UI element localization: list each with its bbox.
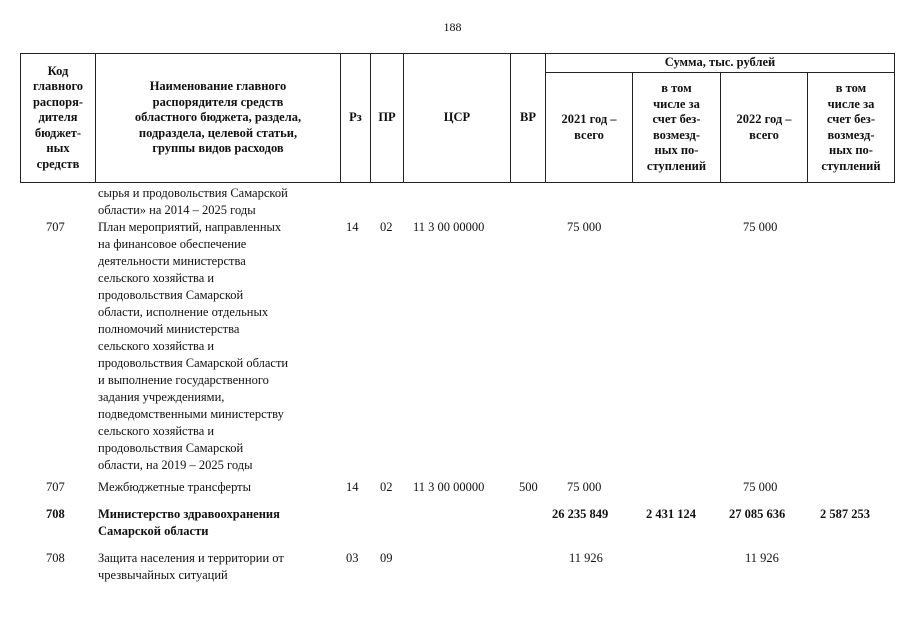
- row-code: 707: [46, 220, 65, 234]
- row-free-2021: 2 431 124: [646, 507, 696, 521]
- row-sum-2021: 11 926: [569, 551, 603, 565]
- row-sum-2021: 75 000: [567, 480, 602, 494]
- table-header: [20, 53, 895, 183]
- header-rz: Рз: [349, 110, 362, 125]
- row-sum-2022: 75 000: [743, 220, 778, 234]
- row-name: сырья и продовольствия Самарской области» на 2014 – 2025 годы: [98, 186, 288, 217]
- header-2021-free: в том числе за счет без- возмезд- ных по- ступлений: [646, 81, 707, 173]
- row-code: 708: [46, 551, 65, 565]
- header-bottom-border: [20, 182, 895, 183]
- row-pr: 02: [380, 480, 393, 494]
- row-rz: 03: [346, 551, 359, 565]
- row-csr: 11 3 00 00000: [413, 480, 485, 494]
- header-sum-title: Сумма, тыс. рублей: [664, 55, 776, 70]
- row-sum-2022: 27 085 636: [729, 507, 786, 521]
- row-vr: 500: [519, 480, 538, 494]
- col-divider: [894, 53, 895, 183]
- header-2022-total: 2022 год – всего: [736, 112, 792, 142]
- header-name: Наименование главного распорядителя средств областного бюджета, раздела, подраздела, целевой статьи, группы видов расходов: [134, 79, 302, 156]
- header-2021-total: 2021 год – всего: [561, 112, 617, 142]
- row-code: 708: [46, 507, 65, 521]
- row-code: 707: [46, 480, 65, 494]
- row-pr: 02: [380, 220, 393, 234]
- row-csr: 11 3 00 00000: [413, 220, 485, 234]
- row-sum-2021: 75 000: [567, 220, 602, 234]
- row-sum-2022: 75 000: [743, 480, 778, 494]
- row-pr: 09: [380, 551, 393, 565]
- header-pr: ПР: [378, 110, 396, 125]
- row-name: Министерство здравоохранения Самарской области: [98, 507, 280, 538]
- row-rz: 14: [346, 220, 359, 234]
- row-name: План мероприятий, направленных на финансовое обеспечение деятельности министерства сельского хозяйства и продовольствия Самарской области, исполнение отдельных полномочий министерства сельского хозяйства и продовольствия Самарской области и выполнение государственного задания учреждениями, подведомственными министерству сельского хозяйства и продовольствия Самарской области, на 2019 – 2025 годы: [98, 220, 289, 472]
- row-rz: 14: [346, 480, 359, 494]
- header-csr: ЦСР: [443, 110, 471, 125]
- row-name: Защита населения и территории от чрезвычайных ситуаций: [98, 551, 284, 582]
- row-sum-2021: 26 235 849: [552, 507, 609, 521]
- header-2022-free: в том числе за счет без- возмезд- ных по- ступлений: [821, 81, 881, 173]
- row-sum-2022: 11 926: [745, 551, 779, 565]
- row-free-2022: 2 587 253: [820, 507, 870, 521]
- header-code: Код главного распоря- дителя бюджет- ных средств: [32, 63, 84, 171]
- header-vr: ВР: [520, 110, 536, 125]
- row-name: Межбюджетные трансферты: [98, 480, 252, 494]
- page-number: 188: [443, 20, 462, 34]
